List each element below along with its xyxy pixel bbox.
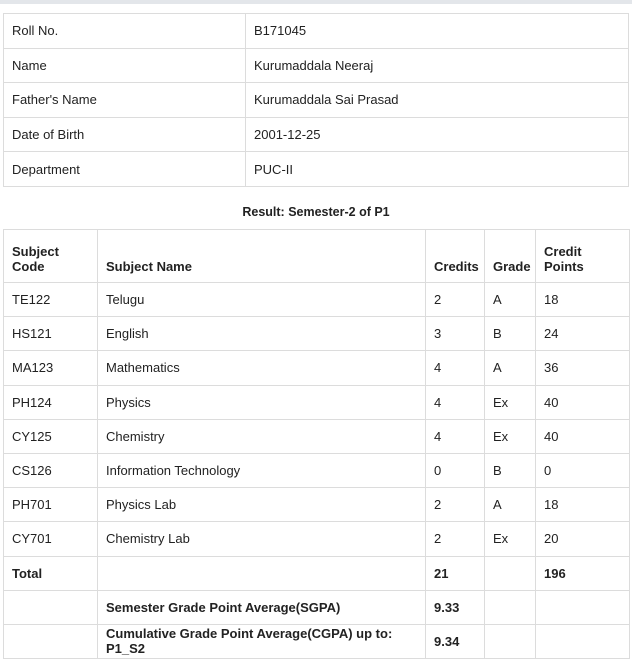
cgpa-label: Cumulative Grade Point Average(CGPA) up to: P1_S2 xyxy=(98,624,426,658)
subject-points: 40 xyxy=(536,419,630,453)
field-value: 2001-12-25 xyxy=(246,117,629,152)
cgpa-row xyxy=(4,624,630,658)
subject-points: 24 xyxy=(536,317,630,351)
field-label: Date of Birth xyxy=(4,117,246,152)
total-label: Total xyxy=(4,556,98,590)
subject-code: HS121 xyxy=(4,317,98,351)
sgpa-row xyxy=(4,590,630,624)
subject-credits: 4 xyxy=(426,385,485,419)
subject-credits: 3 xyxy=(426,317,485,351)
field-label: Name xyxy=(4,48,246,83)
field-label: Department xyxy=(4,152,246,187)
subject-code: PH701 xyxy=(4,488,98,522)
subject-credits: 2 xyxy=(426,522,485,556)
student-info-table xyxy=(3,13,629,187)
table-row xyxy=(4,385,630,419)
header-subject-name: Subject Name xyxy=(98,230,426,283)
sgpa-empty xyxy=(4,590,98,624)
table-row xyxy=(4,522,630,556)
subject-grade: Ex xyxy=(485,385,536,419)
subject-code: MA123 xyxy=(4,351,98,385)
subject-code: CS126 xyxy=(4,453,98,487)
subject-credits: 4 xyxy=(426,351,485,385)
table-row xyxy=(4,453,630,487)
result-title: Result: Semester-2 of P1 xyxy=(242,205,390,219)
student-row-father xyxy=(4,83,629,118)
cgpa-value: 9.34 xyxy=(426,624,485,658)
cgpa-empty xyxy=(4,624,98,658)
cgpa-empty xyxy=(536,624,630,658)
subject-credits: 4 xyxy=(426,419,485,453)
subject-grade: A xyxy=(485,283,536,317)
student-row-roll xyxy=(4,14,629,49)
subject-points: 20 xyxy=(536,522,630,556)
subject-code: CY125 xyxy=(4,419,98,453)
total-row xyxy=(4,556,630,590)
field-value: Kurumaddala Sai Prasad xyxy=(246,83,629,118)
header-subject-code: Subject Code xyxy=(4,230,98,283)
results-header-row xyxy=(4,230,630,283)
subject-code: TE122 xyxy=(4,283,98,317)
student-row-name xyxy=(4,48,629,83)
cgpa-empty xyxy=(485,624,536,658)
student-row-department xyxy=(4,152,629,187)
subject-name: Chemistry xyxy=(98,419,426,453)
table-row xyxy=(4,351,630,385)
sgpa-label: Semester Grade Point Average(SGPA) xyxy=(98,590,426,624)
subject-credits: 2 xyxy=(426,283,485,317)
field-value: PUC-II xyxy=(246,152,629,187)
subject-grade: B xyxy=(485,317,536,351)
subject-code: PH124 xyxy=(4,385,98,419)
sgpa-empty xyxy=(485,590,536,624)
field-value: B171045 xyxy=(246,14,629,49)
field-label: Roll No. xyxy=(4,14,246,49)
header-credit-points: Credit Points xyxy=(536,230,630,283)
subject-grade: B xyxy=(485,453,536,487)
subject-name: Physics Lab xyxy=(98,488,426,522)
table-row xyxy=(4,317,630,351)
subject-grade: A xyxy=(485,351,536,385)
subject-name: Physics xyxy=(98,385,426,419)
table-row xyxy=(4,283,630,317)
subject-name: Chemistry Lab xyxy=(98,522,426,556)
subject-grade: A xyxy=(485,488,536,522)
subject-points: 36 xyxy=(536,351,630,385)
sgpa-value: 9.33 xyxy=(426,590,485,624)
field-value: Kurumaddala Neeraj xyxy=(246,48,629,83)
subject-points: 18 xyxy=(536,283,630,317)
subject-name: English xyxy=(98,317,426,351)
header-grade: Grade xyxy=(485,230,536,283)
subject-points: 0 xyxy=(536,453,630,487)
header-credits: Credits xyxy=(426,230,485,283)
total-credits: 21 xyxy=(426,556,485,590)
sgpa-empty xyxy=(536,590,630,624)
total-points: 196 xyxy=(536,556,630,590)
field-label: Father's Name xyxy=(4,83,246,118)
table-row xyxy=(4,419,630,453)
subject-credits: 0 xyxy=(426,453,485,487)
table-row xyxy=(4,488,630,522)
total-empty xyxy=(98,556,426,590)
student-row-dob xyxy=(4,117,629,152)
subject-name: Information Technology xyxy=(98,453,426,487)
results-table xyxy=(3,229,630,659)
subject-grade: Ex xyxy=(485,419,536,453)
total-empty xyxy=(485,556,536,590)
subject-grade: Ex xyxy=(485,522,536,556)
subject-name: Telugu xyxy=(98,283,426,317)
subject-credits: 2 xyxy=(426,488,485,522)
subject-name: Mathematics xyxy=(98,351,426,385)
subject-points: 18 xyxy=(536,488,630,522)
subject-code: CY701 xyxy=(4,522,98,556)
subject-points: 40 xyxy=(536,385,630,419)
top-bar xyxy=(0,0,632,4)
